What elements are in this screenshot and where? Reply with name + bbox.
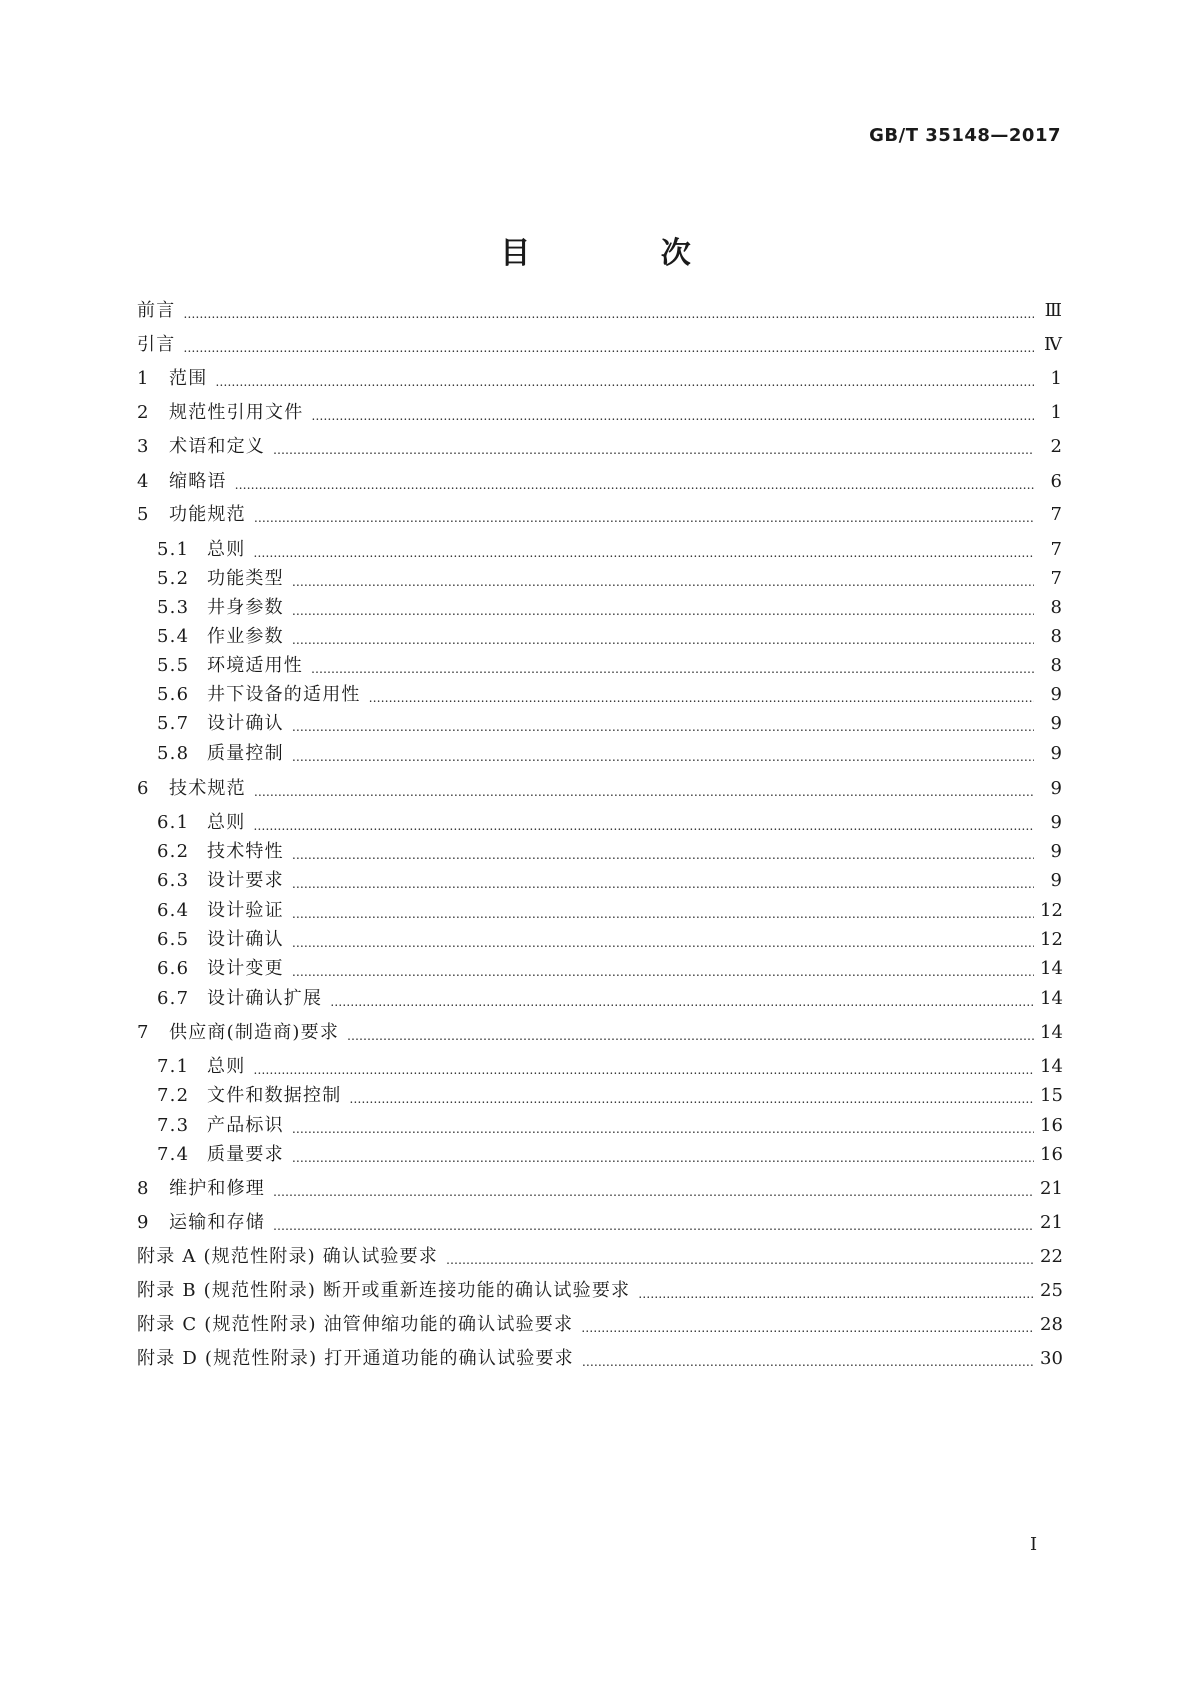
toc-title: 目 次 (500, 236, 751, 271)
toc-leader-dots (369, 688, 1034, 708)
toc-leader-dots (292, 962, 1034, 982)
toc-leader-dots (581, 1318, 1034, 1338)
toc-entry-number: 7.3 (157, 1115, 190, 1136)
toc-entry-label: 质量控制 (207, 743, 284, 764)
toc-leader-dots (292, 630, 1034, 650)
toc-entry[interactable] (137, 986, 1062, 1012)
toc-entry-label: 设计确认 (207, 713, 284, 734)
toc-entry-number: 6 (137, 778, 150, 799)
toc-entry-number: 5.2 (157, 568, 190, 589)
toc-entry-number: 6.4 (157, 900, 190, 921)
toc-leader-dots (183, 304, 1034, 324)
toc-leader-dots (349, 1089, 1034, 1109)
toc-entry-label: 井下设备的适用性 (207, 684, 361, 705)
toc-entry-number: 5.4 (157, 626, 190, 647)
toc-leader-dots (446, 1250, 1034, 1270)
toc-entry-number: 6.6 (157, 958, 190, 979)
toc-entry[interactable] (137, 839, 1062, 865)
toc-entry[interactable] (137, 1083, 1062, 1109)
toc-entry-number: 2 (137, 402, 150, 423)
toc-entry-number: 5.1 (157, 539, 190, 560)
toc-leader-dots (582, 1352, 1034, 1372)
toc-leader-dots (292, 1148, 1034, 1168)
toc-entry-page: 28 (1040, 1314, 1063, 1335)
toc-leader-dots (253, 816, 1034, 836)
toc-entry[interactable] (137, 741, 1062, 767)
toc-entry[interactable] (137, 1312, 1062, 1338)
toc-entry[interactable] (137, 898, 1062, 924)
toc-entry[interactable] (137, 711, 1062, 737)
toc-entry-page: 16 (1040, 1115, 1063, 1136)
toc-leader-dots (292, 717, 1034, 737)
toc-entry-page: 1 (1050, 368, 1062, 389)
toc-entry-page: 16 (1040, 1144, 1063, 1165)
toc-entry-number: 5.6 (157, 684, 190, 705)
toc-entry-page: 14 (1040, 1056, 1063, 1077)
toc-entry[interactable] (137, 624, 1062, 650)
toc-entry-label: 设计验证 (207, 900, 284, 921)
toc-entry-label: 井身参数 (207, 597, 284, 618)
toc-entry-page: 12 (1040, 929, 1063, 950)
toc-leader-dots (292, 1119, 1034, 1139)
toc-leader-dots (254, 782, 1034, 802)
toc-entry[interactable] (137, 566, 1062, 592)
toc-leader-dots (215, 372, 1034, 392)
toc-entry-number: 5 (137, 504, 150, 525)
toc-entry[interactable] (137, 956, 1062, 982)
toc-leader-dots (311, 406, 1034, 426)
toc-entry[interactable] (137, 502, 1062, 528)
toc-entry-number: 5.7 (157, 713, 190, 734)
toc-entry[interactable] (137, 927, 1062, 953)
toc-entry[interactable] (137, 298, 1062, 324)
toc-entry-label: 附录 A (规范性附录) 确认试验要求 (137, 1246, 439, 1267)
toc-entry-number: 6.5 (157, 929, 190, 950)
toc-entry-page: 8 (1050, 626, 1062, 647)
toc-entry-label: 技术规范 (169, 778, 246, 799)
toc-entry[interactable] (137, 434, 1062, 460)
toc-entry-label: 附录 C (规范性附录) 油管伸缩功能的确认试验要求 (137, 1314, 574, 1335)
toc-entry-label: 缩略语 (169, 471, 227, 492)
toc-entry-number: 5.3 (157, 597, 190, 618)
toc-leader-dots (253, 543, 1034, 563)
toc-entry[interactable] (137, 653, 1062, 679)
toc-leader-dots (330, 992, 1034, 1012)
toc-entry-label: 设计确认扩展 (207, 988, 323, 1009)
toc-entry-page: 9 (1050, 713, 1062, 734)
toc-entry-page: 7 (1050, 568, 1062, 589)
toc-entry[interactable] (137, 332, 1062, 358)
toc-entry-number: 5.5 (157, 655, 190, 676)
toc-entry-number: 8 (137, 1178, 150, 1199)
toc-entry-page: 14 (1040, 1022, 1063, 1043)
toc-entry-page: 25 (1040, 1280, 1063, 1301)
toc-entry-number: 7.2 (157, 1085, 190, 1106)
toc-entry-label: 运输和存储 (169, 1212, 265, 1233)
toc-entry-number: 3 (137, 436, 150, 457)
toc-entry-page: Ⅲ (1044, 300, 1062, 321)
toc-entry-page: 30 (1040, 1348, 1063, 1369)
toc-entry-number: 6.2 (157, 841, 190, 862)
toc-leader-dots (292, 747, 1034, 767)
toc-entry-page: 8 (1050, 597, 1062, 618)
toc-entry-page: 9 (1050, 841, 1062, 862)
toc-entry-page: 14 (1040, 958, 1063, 979)
toc-entry-label: 文件和数据控制 (207, 1085, 342, 1106)
toc-leader-dots (273, 1182, 1034, 1202)
toc-entry-label: 规范性引用文件 (169, 402, 304, 423)
toc-leader-dots (292, 874, 1034, 894)
toc-leader-dots (292, 572, 1034, 592)
toc-entry-label: 前言 (137, 300, 176, 321)
toc-entry-label: 附录 D (规范性附录) 打开通道功能的确认试验要求 (137, 1348, 574, 1369)
toc-entry-label: 总则 (207, 1056, 246, 1077)
toc-entry-page: 21 (1040, 1212, 1063, 1233)
toc-entry-label: 总则 (207, 812, 246, 833)
toc-entry[interactable] (137, 537, 1062, 563)
toc-entry[interactable] (137, 1113, 1062, 1139)
toc-entry-page: 9 (1050, 743, 1062, 764)
toc-entry-label: 总则 (207, 539, 246, 560)
toc-entry-number: 5.8 (157, 743, 190, 764)
toc-entry-label: 供应商(制造商)要求 (169, 1022, 340, 1043)
toc-entry-label: 质量要求 (207, 1144, 284, 1165)
toc-entry[interactable] (137, 810, 1062, 836)
toc-leader-dots (292, 933, 1034, 953)
toc-leader-dots (292, 601, 1034, 621)
toc-leader-dots (638, 1284, 1034, 1304)
toc-entry-page: 8 (1050, 655, 1062, 676)
toc-entry-page: 15 (1040, 1085, 1063, 1106)
toc-entry-number: 9 (137, 1212, 150, 1233)
toc-entry[interactable] (137, 469, 1062, 495)
toc-entry-label: 作业参数 (207, 626, 284, 647)
toc-entry-page: 9 (1050, 778, 1062, 799)
toc-entry[interactable] (137, 1054, 1062, 1080)
toc-leader-dots (292, 845, 1034, 865)
toc-entry-number: 7.4 (157, 1144, 190, 1165)
toc-leader-dots (292, 904, 1034, 924)
toc-entry-label: 引言 (137, 334, 176, 355)
toc-entry-page: 9 (1050, 684, 1062, 705)
toc-leader-dots (254, 508, 1034, 528)
toc-entry-label: 功能类型 (207, 568, 284, 589)
toc-entry-page: 14 (1040, 988, 1063, 1009)
toc-entry[interactable] (137, 868, 1062, 894)
toc-leader-dots (183, 338, 1034, 358)
toc-entry[interactable] (137, 595, 1062, 621)
toc-entry[interactable] (137, 1210, 1062, 1236)
toc-entry-page: 1 (1050, 402, 1062, 423)
toc-entry-number: 6.3 (157, 870, 190, 891)
toc-entry-page: 7 (1050, 539, 1062, 560)
toc-entry-label: 设计要求 (207, 870, 284, 891)
toc-entry[interactable] (137, 1020, 1062, 1046)
toc-entry-number: 7 (137, 1022, 150, 1043)
toc-entry[interactable] (137, 1244, 1062, 1270)
toc-entry-number: 6.7 (157, 988, 190, 1009)
toc-entry[interactable] (137, 682, 1062, 708)
toc-entry[interactable] (137, 400, 1062, 426)
toc-entry-label: 设计确认 (207, 929, 284, 950)
toc-leader-dots (273, 440, 1034, 460)
toc-entry[interactable] (137, 366, 1062, 392)
toc-entry[interactable] (137, 1142, 1062, 1168)
toc-entry-page: 9 (1050, 870, 1062, 891)
standard-code: GB/T 35148—2017 (869, 125, 1061, 146)
toc-entry-label: 环境适用性 (207, 655, 303, 676)
toc-entry-label: 维护和修理 (169, 1178, 265, 1199)
toc-leader-dots (347, 1026, 1034, 1046)
toc-entry-number: 1 (137, 368, 150, 389)
toc-entry-page: 2 (1050, 436, 1062, 457)
toc-entry-number: 4 (137, 471, 150, 492)
toc-entry-label: 设计变更 (207, 958, 284, 979)
toc-entry[interactable] (137, 1278, 1062, 1304)
toc-entry-page: Ⅳ (1044, 334, 1062, 355)
toc-entry-number: 7.1 (157, 1056, 190, 1077)
toc-entry-label: 技术特性 (207, 841, 284, 862)
toc-leader-dots (311, 659, 1034, 679)
toc-entry[interactable] (137, 776, 1062, 802)
toc-entry-page: 7 (1050, 504, 1062, 525)
toc-entry-label: 产品标识 (207, 1115, 284, 1136)
toc-entry-page: 6 (1050, 471, 1062, 492)
toc-leader-dots (273, 1216, 1034, 1236)
toc-entry-page: 9 (1050, 812, 1062, 833)
page-number: I (1030, 1534, 1038, 1555)
toc-entry[interactable] (137, 1346, 1062, 1372)
toc-entry-page: 21 (1040, 1178, 1063, 1199)
toc-leader-dots (253, 1060, 1034, 1080)
toc-entry-label: 功能规范 (169, 504, 246, 525)
toc-entry-page: 12 (1040, 900, 1063, 921)
toc-entry-page: 22 (1040, 1246, 1063, 1267)
toc-entry-label: 术语和定义 (169, 436, 265, 457)
toc-entry-number: 6.1 (157, 812, 190, 833)
toc-leader-dots (235, 475, 1034, 495)
toc-entry-label: 附录 B (规范性附录) 断开或重新连接功能的确认试验要求 (137, 1280, 631, 1301)
toc-entry[interactable] (137, 1176, 1062, 1202)
toc-entry-label: 范围 (169, 368, 208, 389)
